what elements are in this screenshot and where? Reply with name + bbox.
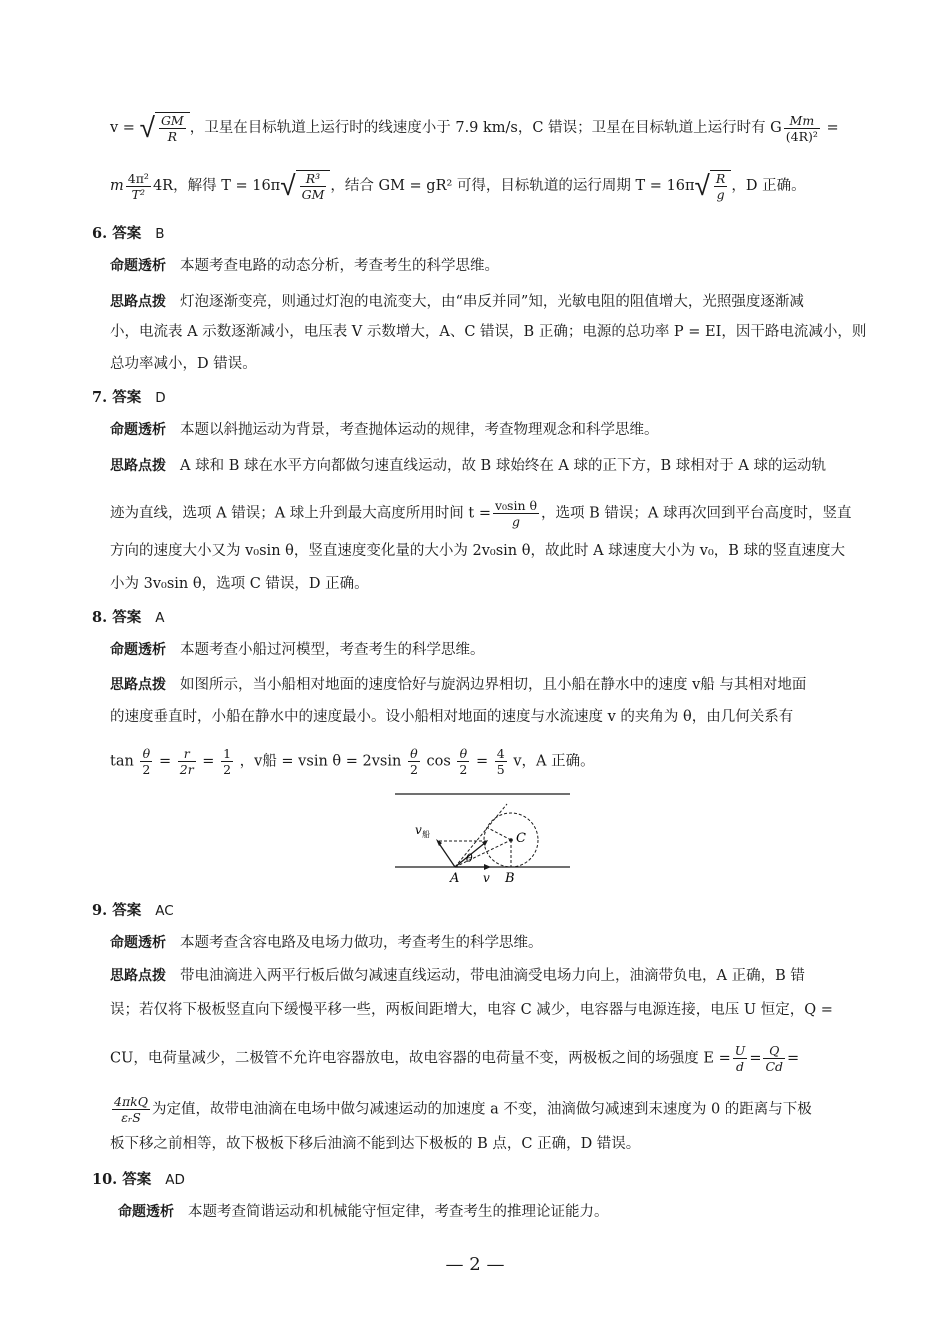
q6-answer-heading: 6. 答案 B — [92, 225, 165, 242]
water-velocity-label: v — [483, 871, 490, 885]
q8-idea-line-2: 的速度垂直时，小船在静水中的速度最小。设小船相对地面的速度与水流速度 v 的夹角为 θ，由几何关系有 — [110, 709, 794, 725]
q9-intent: 命题透析 本题考查含容电路及电场力做功，考查考生的科学思维。 — [110, 935, 543, 951]
q8-answer-heading: 8. 答案 A — [92, 609, 165, 626]
q5-line-2: m $\frac{\text{4π²}}{\text{T²}}$ 4R，解得 T = 16π√ $\frac{\text{R³}}{GM}$ ，结合 GM = gR² 可得，目标轨道的运行周期 T = 16π√ $\frac{R}{g}$ ，D 正确。 — [110, 169, 806, 202]
boat-velocity-subscript: 船 — [422, 830, 430, 839]
page-number: — 2 — — [445, 1254, 505, 1275]
q7-idea-line-3: 方向的速度大小又为 v₀sin θ，竖直速度变化量的大小为 2v₀sin θ，故此时 A 球速度大小为 v₀，B 球的竖直速度大 — [110, 543, 846, 559]
q9-idea-line-5: 板下移之前相等，故下极板下移后油滴不能到达下极板的 B 点，C 正确，D 错误。 — [110, 1136, 641, 1152]
radius-line — [488, 828, 511, 840]
q9-idea-line-3: CU，电荷量减少，二极管不允许电容器放电，故电容器的电荷量不变，两极板之间的场强度 E = $\frac{U}{d}$ = $\frac{Q}{Cd}$ = — [110, 1043, 800, 1074]
point-a-label: A — [450, 871, 460, 886]
boat-river-diagram — [395, 786, 575, 886]
q5-line-1: v = √ $\frac{GM}{R}$ ，卫星在目标轨道上运行时的线速度小于 7.9 km/s，C 错误；卫星在目标轨道上运行时有 G $\frac{Mm}{\text{(4R)²}}$ = — [110, 111, 839, 144]
q9-idea-line-1: 思路点拨 带电油滴进入两平行板后做匀减速直线运动，带电油滴受电场力向上，油滴带负电，A 正确，B 错 — [110, 968, 805, 984]
q7-intent: 命题透析 本题以斜抛运动为背景，考查抛体运动的规律，考查物理观念和科学思维。 — [110, 422, 659, 438]
q6-idea-line-2: 小，电流表 A 示数逐渐减小，电压表 V 示数增大，A、C 错误，B 正确；电源的总功率 P = EI，因干路电流减小，则 — [110, 324, 867, 340]
theta-label: θ — [466, 852, 473, 865]
q7-idea-line-2: 迹为直线，选项 A 错误；A 球上升到最大高度所用时间 t = $\frac{\text{v₀sin θ}}{g}$ ，选项 B 错误；A 球再次回到平台高度时，竖直 — [110, 498, 852, 529]
tangent-line — [455, 804, 507, 867]
q8-idea-line-1: 思路点拨 如图所示，当小船相对地面的速度恰好与旋涡边界相切，且小船在静水中的速度 v船 与其相对地面 — [110, 677, 807, 693]
q9-idea-line-2: 误；若仅将下极板竖直向下缓慢平移一些，两板间距增大，电容 C 减少，电容器与电源连接，电压 U 恒定，Q = — [110, 1002, 833, 1018]
q7-idea-line-1: 思路点拨 A 球和 B 球在水平方向都做匀速直线运动，故 B 球始终在 A 球的正下方，B 球相对于 A 球的运动轨 — [110, 458, 826, 474]
q9-idea-line-4: $\frac{\text{4πkQ}}{\text{εᵣS}}$ 为定值，故带电油滴在电场中做匀减速运动的加速度 a 不变，油滴做匀减速到末速度为 0 的距离与下极 — [114, 1094, 812, 1125]
q8-intent: 命题透析 本题考查小船过河模型，考查考生的科学思维。 — [110, 642, 485, 658]
q7-answer-heading: 7. 答案 D — [92, 389, 166, 406]
q7-idea-line-4: 小为 3v₀sin θ，选项 C 错误，D 正确。 — [110, 576, 369, 592]
water-velocity-arrowhead — [484, 864, 491, 870]
boat-velocity-label: v — [415, 823, 422, 837]
q6-intent: 命题透析 本题考查电路的动态分析，考查考生的科学思维。 — [110, 258, 499, 274]
boat-velocity-arrowhead — [436, 839, 442, 846]
q6-idea-line-1: 思路点拨 灯泡逐渐变亮，则通过灯泡的电流变大，由“串反并同”知，光敏电阻的阻值增大，光照强度逐渐减 — [110, 294, 804, 310]
q10-intent: 命题透析 本题考查简谐运动和机械能守恒定律，考查考生的推理论证能力。 — [118, 1204, 609, 1220]
boat-velocity-arrow — [438, 842, 455, 867]
point-c-label: C — [516, 831, 526, 846]
q6-idea-line-3: 总功率减小，D 错误。 — [110, 356, 257, 372]
q8-formula-line: tan $\frac{\theta}{2}$ = $\frac{r}{2r}$ = $\frac{1}{2}$ ，v船 = vsin θ = 2vsin $\frac{\theta}{2}$ cos $\frac{\theta}{2}$ = $\frac{4}{5}$ v，A 正确。 — [110, 746, 595, 777]
point-c-dot — [509, 838, 513, 842]
q9-answer-heading: 9. 答案 AC — [92, 902, 174, 919]
q10-answer-heading: 10. 答案 AD — [92, 1171, 185, 1188]
point-b-label: B — [505, 871, 515, 886]
